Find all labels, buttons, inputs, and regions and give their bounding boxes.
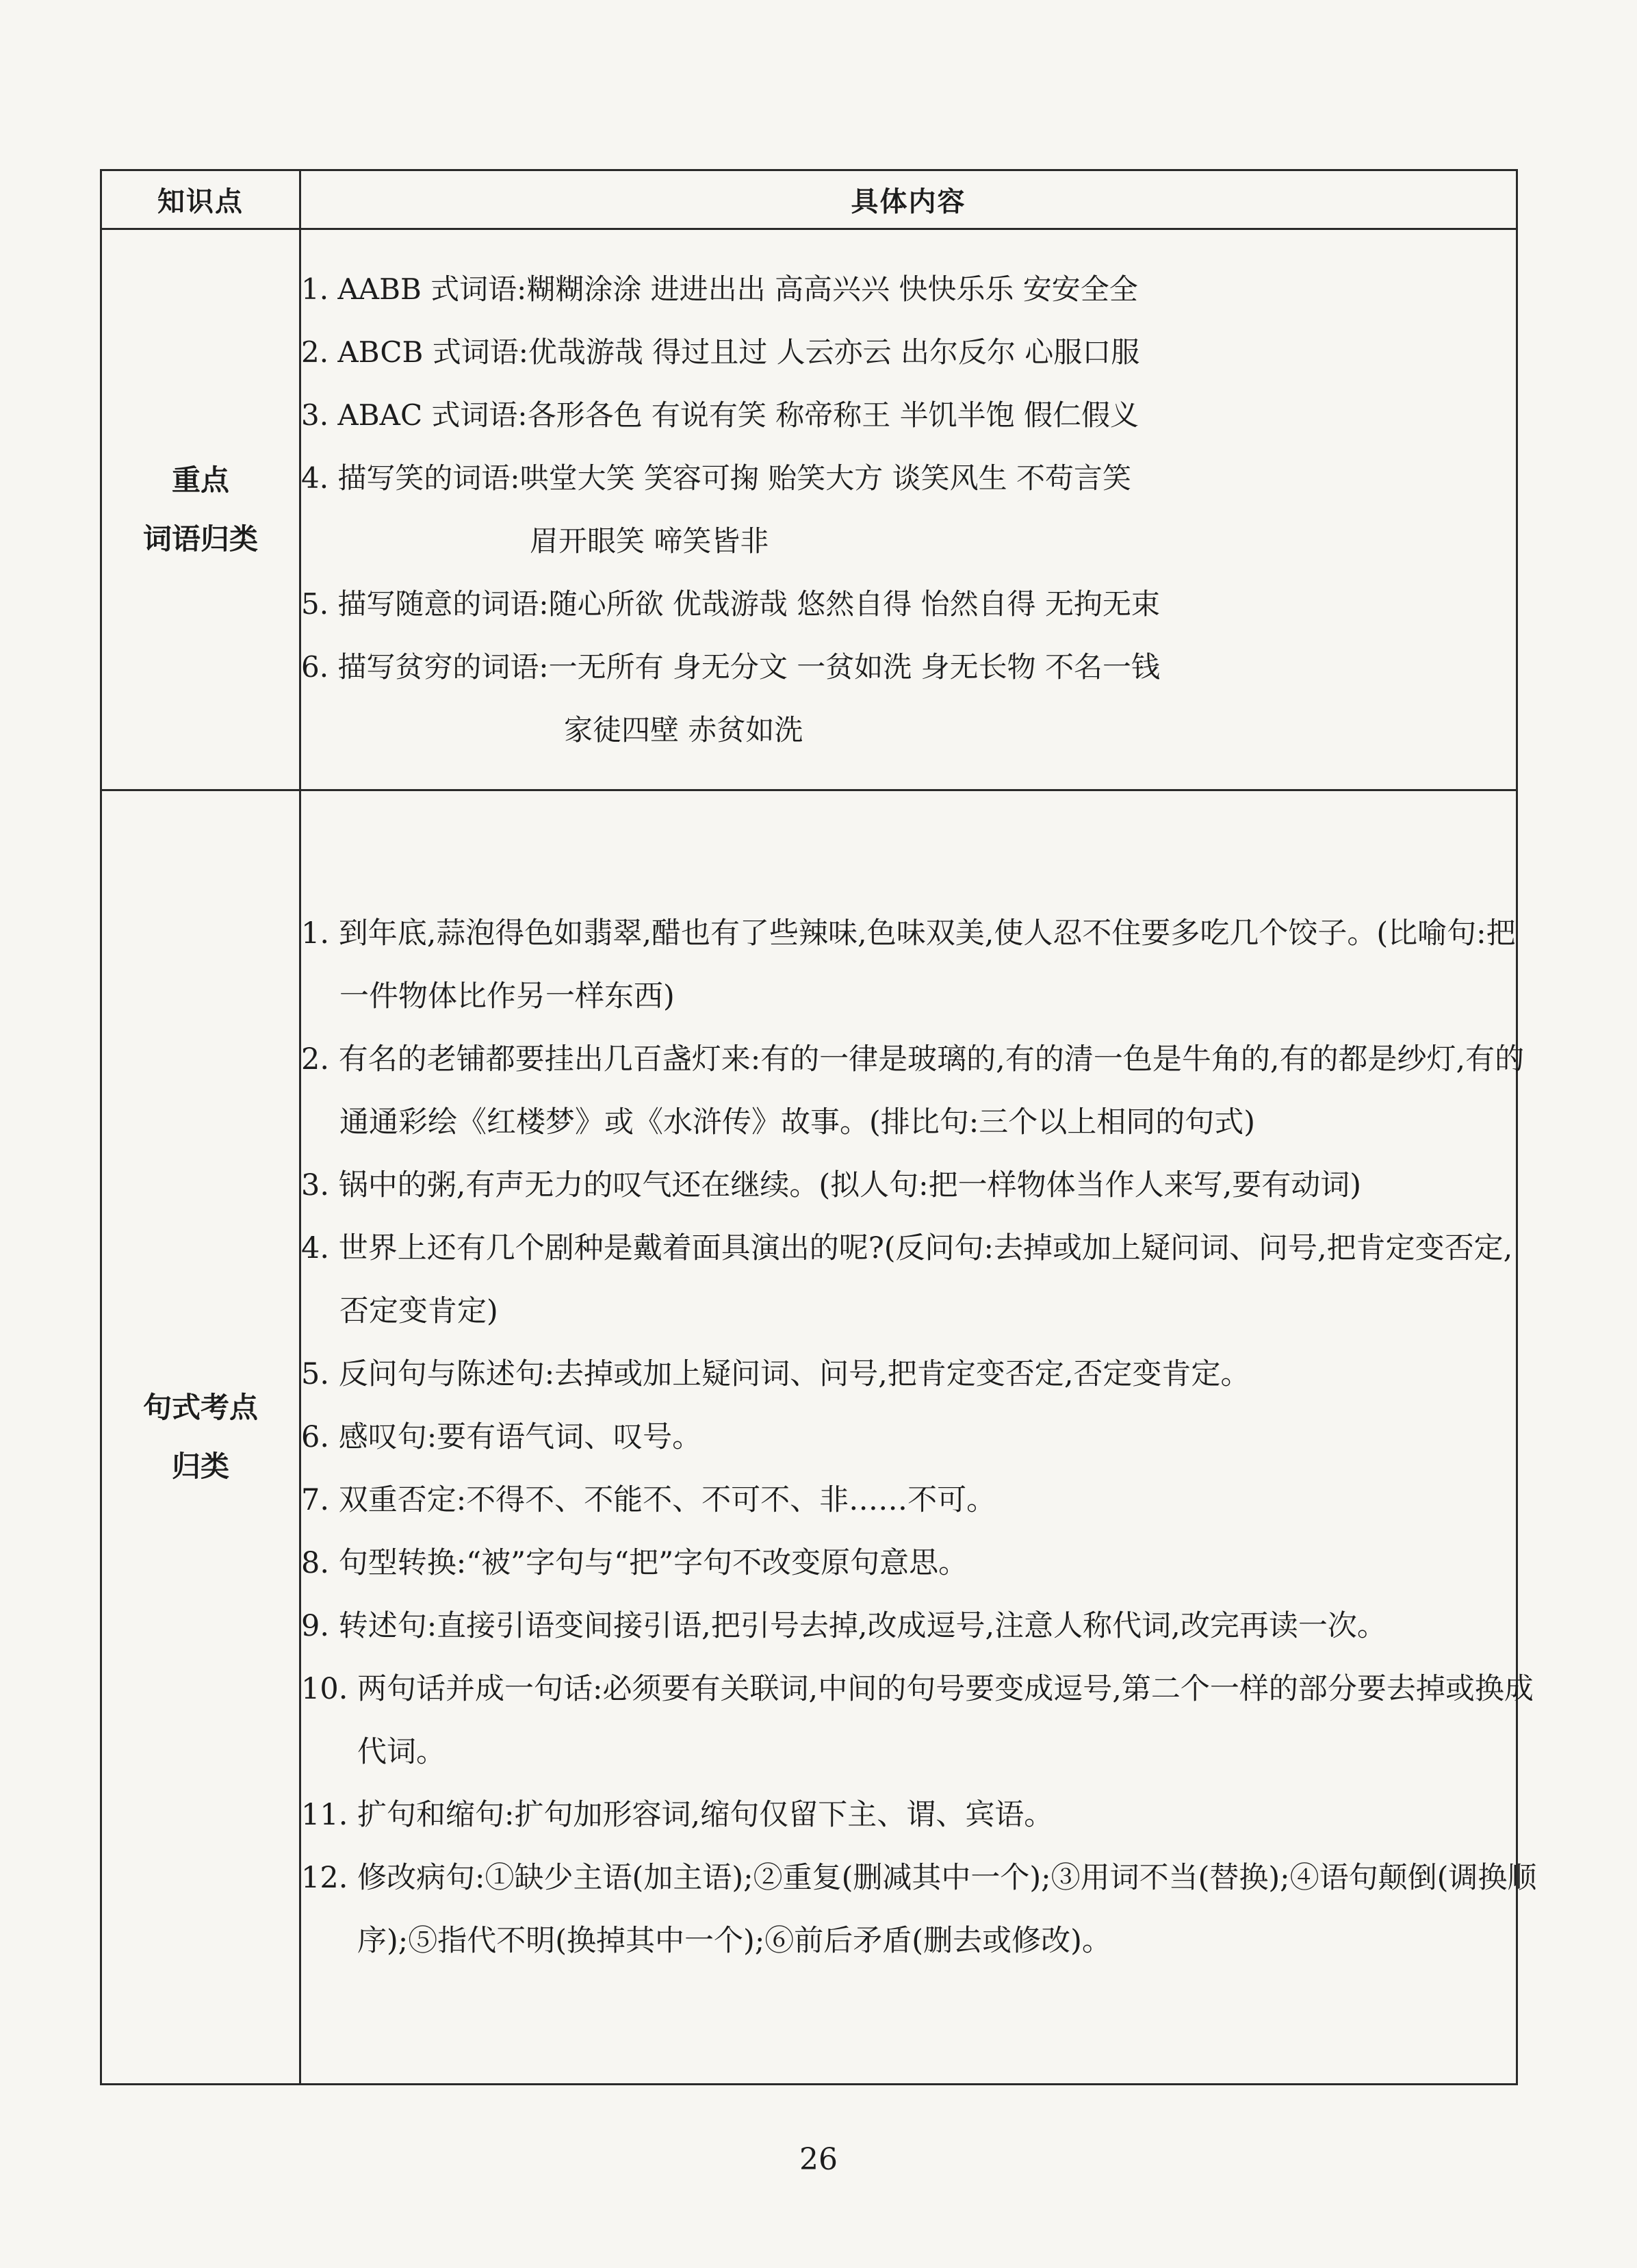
sentence-item-6: 6. 感叹句:要有语气词、叹号。 (301, 1420, 702, 1454)
sentence-item-8: 8. 句型转换:“被”字句与“把”字句不改变原句意思。 (301, 1546, 968, 1580)
vocab-item-5: 5. 描写随意的词语:随心所欲 优哉游哉 悠然自得 怡然自得 无拘无束 (301, 587, 1160, 621)
sentence-item-11: 11. 扩句和缩句:扩句加形容词,缩句仅留下主、谓、宾语。 (301, 1798, 1054, 1832)
sentence-item-1: 1. 到年底,蒜泡得色如翡翠,醋也有了些辣味,色味双美,使人忍不住要多吃几个饺子。(比喻句:把一件物体比作另一样东西) (301, 916, 1516, 1014)
vocab-item-2: 2. ABCB 式词语:优哉游哉 得过且过 人云亦云 出尔反尔 心服口服 (301, 335, 1140, 369)
table-row-vocab (101, 229, 1517, 790)
table-header-row (101, 170, 1517, 229)
vocab-item-3: 3. ABAC 式词语:各形各色 有说有笑 称帝称王 半饥半饱 假仁假义 (301, 398, 1139, 432)
sentence-item-3: 3. 锅中的粥,有声无力的叹气还在继续。(拟人句:把一样物体当作人来写,要有动词) (301, 1168, 1362, 1202)
category-vocab-line2: 词语归类 (142, 521, 258, 556)
category-vocab (101, 229, 300, 790)
vocab-item-4: 4. 描写笑的词语:哄堂大笑 笑容可掬 贻笑大方 谈笑风生 不苟言笑 (301, 461, 1131, 495)
vocab-item-6-continuation: 家徒四壁 赤贫如洗 (564, 712, 803, 747)
table-row-sentences (101, 790, 1517, 2085)
page-number: 26 (799, 2142, 838, 2177)
vocab-item-6: 6. 描写贫穷的词语:一无所有 身无分文 一贫如洗 身无长物 不名一钱 (301, 649, 1160, 684)
vocab-item-6-continuation-row (301, 699, 1516, 762)
sentence-item-4: 4. 世界上还有几个剧种是戴着面具演出的呢?(反问句:去掉或加上疑问词、问号,把肯定变否定,否定变肯定) (301, 1231, 1513, 1328)
vocab-item-1: 1. AABB 式词语:糊糊涂涂 进进出出 高高兴兴 快快乐乐 安安全全 (301, 272, 1138, 306)
knowledge-table (100, 169, 1537, 2085)
sentence-item-12: 12. 修改病句:①缺少主语(加主语);②重复(删减其中一个);③用词不当(替换);④语句颠倒(调换顺序);⑤指代不明(换掉其中一个);⑥前后矛盾(删去或修改)。 (301, 1861, 1537, 1958)
sentence-item-2: 2. 有名的老铺都要挂出几百盏灯来:有的一律是玻璃的,有的清一色是牛角的,有的都是纱灯,有的通通彩绘《红楼梦》或《水浒传》故事。(排比句:三个以上相同的句式) (301, 1042, 1525, 1139)
header-knowledge-point: 知识点 (101, 170, 300, 229)
vocab-content (300, 229, 1517, 790)
category-sentences (101, 790, 300, 2085)
sentence-item-10: 10. 两句话并成一句话:必须要有关联词,中间的句号要变成逗号,第二个一样的部分要去掉或换成代词。 (301, 1672, 1534, 1769)
sentence-item-9: 9. 转述句:直接引语变间接引语,把引号去掉,改成逗号,注意人称代词,改完再读一次。 (301, 1609, 1387, 1643)
category-sentences-line1: 句式考点 (142, 1391, 258, 1424)
sentence-item-7: 7. 双重否定:不得不、不能不、不可不、非……不可。 (301, 1483, 996, 1517)
vocab-item-4-continuation-row (301, 510, 1516, 573)
sentence-item-5: 5. 反问句与陈述句:去掉或加上疑问词、问号,把肯定变否定,否定变肯定。 (301, 1357, 1250, 1391)
vocab-item-4-continuation: 眉开眼笑 啼笑皆非 (530, 524, 769, 558)
category-sentences-line2: 归类 (171, 1449, 229, 1483)
category-vocab-line1: 重点 (171, 463, 229, 497)
header-specific-content: 具体内容 (300, 170, 1517, 229)
sentences-content (300, 790, 1537, 2085)
